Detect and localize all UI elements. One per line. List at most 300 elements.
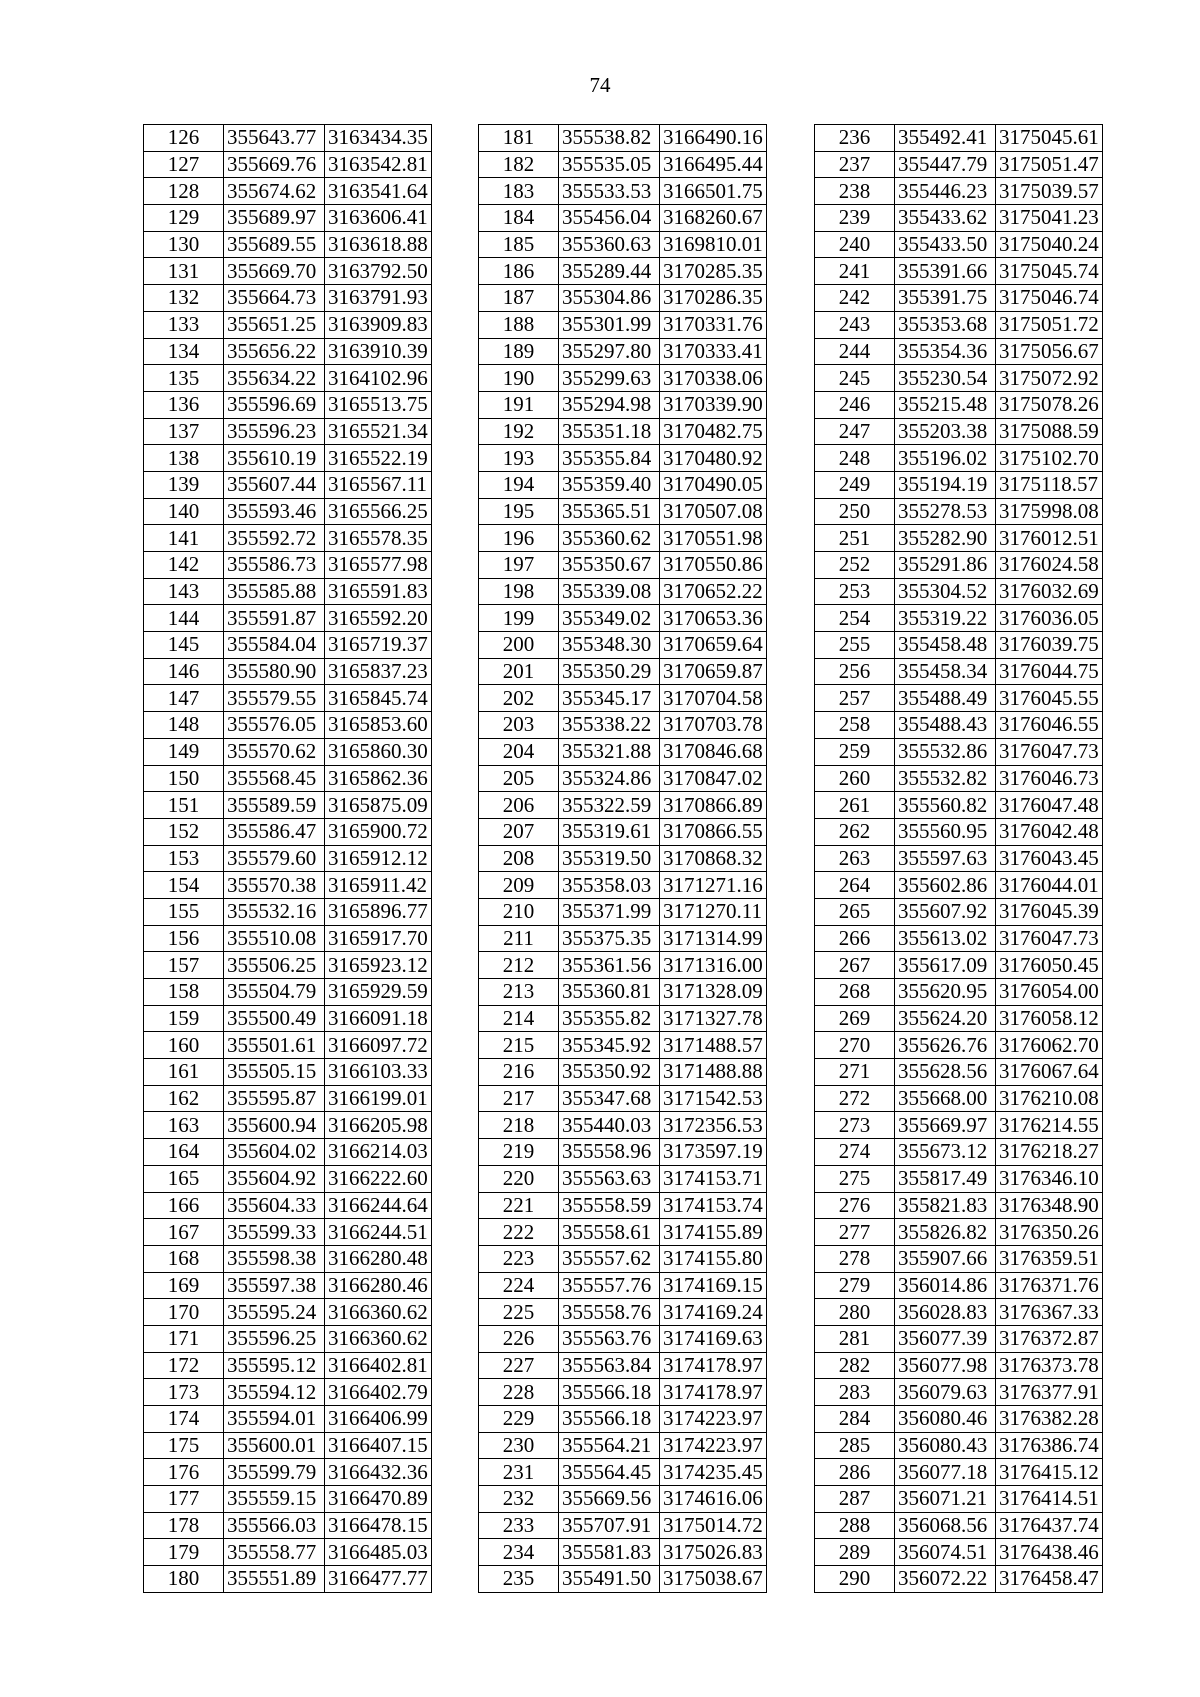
table-row: [144, 471, 432, 498]
y-coordinate-cell: 3176367.33: [996, 1299, 1103, 1326]
table-row: [479, 498, 767, 525]
x-coordinate-cell: 355535.05: [559, 151, 660, 178]
point-number-cell: 289: [815, 1539, 895, 1566]
point-number-cell: 204: [479, 738, 559, 765]
y-coordinate-cell: 3170703.78: [660, 712, 767, 739]
x-coordinate-cell: 356080.43: [895, 1432, 996, 1459]
table-row: [815, 1432, 1103, 1459]
y-coordinate-cell: 3170704.58: [660, 685, 767, 712]
point-number-cell: 222: [479, 1219, 559, 1246]
table-row: [479, 1432, 767, 1459]
y-coordinate-cell: 3166199.01: [325, 1085, 432, 1112]
table-row: [815, 1112, 1103, 1139]
x-coordinate-cell: 355564.45: [559, 1459, 660, 1486]
table-row: [144, 338, 432, 365]
x-coordinate-cell: 355297.80: [559, 338, 660, 365]
x-coordinate-cell: 355664.73: [224, 285, 325, 312]
x-coordinate-cell: 355194.19: [895, 471, 996, 498]
table-row: [479, 1165, 767, 1192]
point-number-cell: 159: [144, 1005, 224, 1032]
x-coordinate-cell: 355656.22: [224, 338, 325, 365]
x-coordinate-cell: 355458.48: [895, 632, 996, 659]
y-coordinate-cell: 3176050.45: [996, 952, 1103, 979]
x-coordinate-cell: 355651.25: [224, 311, 325, 338]
y-coordinate-cell: 3165591.83: [325, 578, 432, 605]
y-coordinate-cell: 3165862.36: [325, 765, 432, 792]
point-number-cell: 244: [815, 338, 895, 365]
x-coordinate-cell: 355610.19: [224, 445, 325, 472]
x-coordinate-cell: 355604.02: [224, 1139, 325, 1166]
y-coordinate-cell: 3170333.41: [660, 338, 767, 365]
x-coordinate-cell: 355580.90: [224, 658, 325, 685]
point-number-cell: 160: [144, 1032, 224, 1059]
table-row: [479, 1486, 767, 1513]
x-coordinate-cell: 356079.63: [895, 1379, 996, 1406]
y-coordinate-cell: 3176346.10: [996, 1165, 1103, 1192]
x-coordinate-cell: 355617.09: [895, 952, 996, 979]
x-coordinate-cell: 355593.46: [224, 498, 325, 525]
y-coordinate-cell: 3170659.87: [660, 658, 767, 685]
y-coordinate-cell: 3176067.64: [996, 1059, 1103, 1086]
x-coordinate-cell: 355707.91: [559, 1512, 660, 1539]
y-coordinate-cell: 3163542.81: [325, 151, 432, 178]
point-number-cell: 154: [144, 872, 224, 899]
y-coordinate-cell: 3176039.75: [996, 632, 1103, 659]
table-row: [815, 258, 1103, 285]
x-coordinate-cell: 355570.38: [224, 872, 325, 899]
table-row: [815, 1539, 1103, 1566]
point-number-cell: 161: [144, 1059, 224, 1086]
y-coordinate-cell: 3170652.22: [660, 578, 767, 605]
point-number-cell: 276: [815, 1192, 895, 1219]
y-coordinate-cell: 3176348.90: [996, 1192, 1103, 1219]
y-coordinate-cell: 3170490.05: [660, 471, 767, 498]
x-coordinate-cell: 355491.50: [559, 1566, 660, 1593]
page-number: 74: [589, 73, 611, 97]
y-coordinate-cell: 3166103.33: [325, 1059, 432, 1086]
y-coordinate-cell: 3163618.88: [325, 231, 432, 258]
x-coordinate-cell: 355643.77: [224, 125, 325, 152]
x-coordinate-cell: 355563.63: [559, 1165, 660, 1192]
y-coordinate-cell: 3176372.87: [996, 1325, 1103, 1352]
table-row: [144, 1005, 432, 1032]
x-coordinate-cell: 355826.82: [895, 1219, 996, 1246]
x-coordinate-cell: 355566.18: [559, 1379, 660, 1406]
table-row: [144, 1032, 432, 1059]
point-number-cell: 254: [815, 605, 895, 632]
y-coordinate-cell: 3166205.98: [325, 1112, 432, 1139]
table-row: [815, 525, 1103, 552]
table-row: [479, 1539, 767, 1566]
x-coordinate-cell: 355669.70: [224, 258, 325, 285]
x-coordinate-cell: 355620.95: [895, 979, 996, 1006]
point-number-cell: 179: [144, 1539, 224, 1566]
table-row: [815, 1299, 1103, 1326]
x-coordinate-cell: 355598.38: [224, 1245, 325, 1272]
x-coordinate-cell: 355278.53: [895, 498, 996, 525]
table-row: [815, 1059, 1103, 1086]
x-coordinate-cell: 355360.62: [559, 525, 660, 552]
point-number-cell: 180: [144, 1566, 224, 1593]
point-number-cell: 274: [815, 1139, 895, 1166]
y-coordinate-cell: 3165911.42: [325, 872, 432, 899]
x-coordinate-cell: 355324.86: [559, 765, 660, 792]
table-row: [144, 1406, 432, 1433]
y-coordinate-cell: 3176359.51: [996, 1245, 1103, 1272]
x-coordinate-cell: 355433.50: [895, 231, 996, 258]
y-coordinate-cell: 3176377.91: [996, 1379, 1103, 1406]
x-coordinate-cell: 356077.39: [895, 1325, 996, 1352]
x-coordinate-cell: 355602.86: [895, 872, 996, 899]
point-number-cell: 237: [815, 151, 895, 178]
x-coordinate-cell: 355557.62: [559, 1245, 660, 1272]
y-coordinate-cell: 3170482.75: [660, 418, 767, 445]
point-number-cell: 142: [144, 552, 224, 579]
point-number-cell: 126: [144, 125, 224, 152]
y-coordinate-cell: 3166402.79: [325, 1379, 432, 1406]
point-number-cell: 288: [815, 1512, 895, 1539]
point-number-cell: 215: [479, 1032, 559, 1059]
y-coordinate-cell: 3165513.75: [325, 391, 432, 418]
y-coordinate-cell: 3176458.47: [996, 1566, 1103, 1593]
x-coordinate-cell: 356014.86: [895, 1272, 996, 1299]
point-number-cell: 290: [815, 1566, 895, 1593]
table-row: [144, 845, 432, 872]
table-row: [815, 1139, 1103, 1166]
y-coordinate-cell: 3172356.53: [660, 1112, 767, 1139]
point-number-cell: 186: [479, 258, 559, 285]
table-row: [144, 1085, 432, 1112]
table-row: [144, 1272, 432, 1299]
x-coordinate-cell: 355559.15: [224, 1486, 325, 1513]
x-coordinate-cell: 355359.40: [559, 471, 660, 498]
x-coordinate-cell: 355600.94: [224, 1112, 325, 1139]
coordinate-table-1: [143, 124, 432, 1593]
y-coordinate-cell: 3171314.99: [660, 925, 767, 952]
point-number-cell: 268: [815, 979, 895, 1006]
point-number-cell: 225: [479, 1299, 559, 1326]
table-row: [144, 632, 432, 659]
y-coordinate-cell: 3165896.77: [325, 898, 432, 925]
table-row: [479, 258, 767, 285]
point-number-cell: 171: [144, 1325, 224, 1352]
point-number-cell: 198: [479, 578, 559, 605]
table-row: [815, 391, 1103, 418]
y-coordinate-cell: 3176036.05: [996, 605, 1103, 632]
table-row: [815, 1352, 1103, 1379]
point-number-cell: 273: [815, 1112, 895, 1139]
y-coordinate-cell: 3165917.70: [325, 925, 432, 952]
y-coordinate-cell: 3174169.24: [660, 1299, 767, 1326]
y-coordinate-cell: 3166244.64: [325, 1192, 432, 1219]
point-number-cell: 282: [815, 1352, 895, 1379]
table-row: [815, 1325, 1103, 1352]
y-coordinate-cell: 3166244.51: [325, 1219, 432, 1246]
table-row: [479, 1512, 767, 1539]
x-coordinate-cell: 355351.18: [559, 418, 660, 445]
coordinate-table-3: [814, 124, 1103, 1593]
point-number-cell: 181: [479, 125, 559, 152]
x-coordinate-cell: 355533.53: [559, 178, 660, 205]
table-row: [479, 1272, 767, 1299]
x-coordinate-cell: 355538.82: [559, 125, 660, 152]
x-coordinate-cell: 355584.04: [224, 632, 325, 659]
table-row: [144, 552, 432, 579]
x-coordinate-cell: 355456.04: [559, 205, 660, 232]
point-number-cell: 230: [479, 1432, 559, 1459]
point-number-cell: 166: [144, 1192, 224, 1219]
table-row: [815, 1245, 1103, 1272]
y-coordinate-cell: 3166432.36: [325, 1459, 432, 1486]
table-row: [144, 765, 432, 792]
x-coordinate-cell: 355360.63: [559, 231, 660, 258]
y-coordinate-cell: 3163792.50: [325, 258, 432, 285]
table-row: [815, 205, 1103, 232]
point-number-cell: 129: [144, 205, 224, 232]
point-number-cell: 130: [144, 231, 224, 258]
table-row: [144, 445, 432, 472]
y-coordinate-cell: 3176047.73: [996, 925, 1103, 952]
table-row: [479, 178, 767, 205]
table-row: [815, 498, 1103, 525]
x-coordinate-cell: 355689.55: [224, 231, 325, 258]
y-coordinate-cell: 3176024.58: [996, 552, 1103, 579]
y-coordinate-cell: 3174153.74: [660, 1192, 767, 1219]
table-row: [479, 1192, 767, 1219]
table-row: [479, 792, 767, 819]
point-number-cell: 234: [479, 1539, 559, 1566]
y-coordinate-cell: 3176386.74: [996, 1432, 1103, 1459]
x-coordinate-cell: 355634.22: [224, 365, 325, 392]
table-row: [479, 471, 767, 498]
table-row: [144, 1139, 432, 1166]
table-row: [815, 1566, 1103, 1593]
table-row: [815, 1272, 1103, 1299]
y-coordinate-cell: 3175014.72: [660, 1512, 767, 1539]
y-coordinate-cell: 3166402.81: [325, 1352, 432, 1379]
x-coordinate-cell: 355196.02: [895, 445, 996, 472]
x-coordinate-cell: 355289.44: [559, 258, 660, 285]
point-number-cell: 231: [479, 1459, 559, 1486]
y-coordinate-cell: 3166360.62: [325, 1325, 432, 1352]
x-coordinate-cell: 355592.72: [224, 525, 325, 552]
y-coordinate-cell: 3166490.16: [660, 125, 767, 152]
x-coordinate-cell: 355563.84: [559, 1352, 660, 1379]
y-coordinate-cell: 3170286.35: [660, 285, 767, 312]
point-number-cell: 227: [479, 1352, 559, 1379]
point-number-cell: 205: [479, 765, 559, 792]
y-coordinate-cell: 3174155.89: [660, 1219, 767, 1246]
table-row: [144, 1219, 432, 1246]
point-number-cell: 245: [815, 365, 895, 392]
table-row: [815, 1486, 1103, 1513]
table-row: [815, 1459, 1103, 1486]
table-row: [144, 418, 432, 445]
x-coordinate-cell: 355558.59: [559, 1192, 660, 1219]
table-row: [479, 1139, 767, 1166]
x-coordinate-cell: 355596.23: [224, 418, 325, 445]
table-row: [815, 792, 1103, 819]
point-number-cell: 256: [815, 658, 895, 685]
x-coordinate-cell: 355585.88: [224, 578, 325, 605]
y-coordinate-cell: 3166222.60: [325, 1165, 432, 1192]
x-coordinate-cell: 355907.66: [895, 1245, 996, 1272]
y-coordinate-cell: 3175056.67: [996, 338, 1103, 365]
point-number-cell: 178: [144, 1512, 224, 1539]
table-row: [144, 391, 432, 418]
table-row: [815, 471, 1103, 498]
x-coordinate-cell: 355566.18: [559, 1406, 660, 1433]
x-coordinate-cell: 355504.79: [224, 979, 325, 1006]
point-number-cell: 263: [815, 845, 895, 872]
point-number-cell: 158: [144, 979, 224, 1006]
table-row: [815, 632, 1103, 659]
x-coordinate-cell: 355624.20: [895, 1005, 996, 1032]
point-number-cell: 202: [479, 685, 559, 712]
table-row: [815, 1219, 1103, 1246]
point-number-cell: 140: [144, 498, 224, 525]
table-row: [144, 1486, 432, 1513]
x-coordinate-cell: 355365.51: [559, 498, 660, 525]
x-coordinate-cell: 356028.83: [895, 1299, 996, 1326]
point-number-cell: 285: [815, 1432, 895, 1459]
y-coordinate-cell: 3174155.80: [660, 1245, 767, 1272]
table-row: [144, 1352, 432, 1379]
y-coordinate-cell: 3176046.55: [996, 712, 1103, 739]
table-row: [479, 231, 767, 258]
point-number-cell: 153: [144, 845, 224, 872]
table-row: [479, 552, 767, 579]
point-number-cell: 134: [144, 338, 224, 365]
y-coordinate-cell: 3165900.72: [325, 818, 432, 845]
table-row: [144, 1245, 432, 1272]
point-number-cell: 128: [144, 178, 224, 205]
table-row: [144, 818, 432, 845]
x-coordinate-cell: 355597.63: [895, 845, 996, 872]
table-row: [144, 1299, 432, 1326]
point-number-cell: 280: [815, 1299, 895, 1326]
x-coordinate-cell: 355532.82: [895, 765, 996, 792]
table-row: [815, 285, 1103, 312]
table-row: [144, 125, 432, 152]
point-number-cell: 151: [144, 792, 224, 819]
x-coordinate-cell: 355319.50: [559, 845, 660, 872]
y-coordinate-cell: 3170866.55: [660, 818, 767, 845]
point-number-cell: 270: [815, 1032, 895, 1059]
point-number-cell: 127: [144, 151, 224, 178]
y-coordinate-cell: 3176032.69: [996, 578, 1103, 605]
table-row: [479, 338, 767, 365]
x-coordinate-cell: 355599.79: [224, 1459, 325, 1486]
point-number-cell: 286: [815, 1459, 895, 1486]
table-row: [144, 365, 432, 392]
point-number-cell: 259: [815, 738, 895, 765]
x-coordinate-cell: 355579.55: [224, 685, 325, 712]
x-coordinate-cell: 355558.96: [559, 1139, 660, 1166]
x-coordinate-cell: 355576.05: [224, 712, 325, 739]
point-number-cell: 224: [479, 1272, 559, 1299]
y-coordinate-cell: 3165923.12: [325, 952, 432, 979]
point-number-cell: 138: [144, 445, 224, 472]
table-row: [815, 1032, 1103, 1059]
x-coordinate-cell: 356071.21: [895, 1486, 996, 1513]
y-coordinate-cell: 3175072.92: [996, 365, 1103, 392]
point-number-cell: 203: [479, 712, 559, 739]
table-row: [479, 738, 767, 765]
point-number-cell: 155: [144, 898, 224, 925]
point-number-cell: 168: [144, 1245, 224, 1272]
y-coordinate-cell: 3171316.00: [660, 952, 767, 979]
x-coordinate-cell: 355501.61: [224, 1032, 325, 1059]
x-coordinate-cell: 355570.62: [224, 738, 325, 765]
point-number-cell: 164: [144, 1139, 224, 1166]
y-coordinate-cell: 3176042.48: [996, 818, 1103, 845]
y-coordinate-cell: 3174169.15: [660, 1272, 767, 1299]
point-number-cell: 177: [144, 1486, 224, 1513]
point-number-cell: 213: [479, 979, 559, 1006]
table-row: [144, 1512, 432, 1539]
point-number-cell: 183: [479, 178, 559, 205]
point-number-cell: 253: [815, 578, 895, 605]
y-coordinate-cell: 3176218.27: [996, 1139, 1103, 1166]
table-row: [479, 151, 767, 178]
table-row: [144, 1539, 432, 1566]
table-row: [815, 605, 1103, 632]
point-number-cell: 269: [815, 1005, 895, 1032]
y-coordinate-cell: 3171270.11: [660, 898, 767, 925]
point-number-cell: 131: [144, 258, 224, 285]
table-row: [479, 1379, 767, 1406]
x-coordinate-cell: 355596.25: [224, 1325, 325, 1352]
x-coordinate-cell: 355319.61: [559, 818, 660, 845]
point-number-cell: 157: [144, 952, 224, 979]
point-number-cell: 287: [815, 1486, 895, 1513]
point-number-cell: 242: [815, 285, 895, 312]
x-coordinate-cell: 355607.44: [224, 471, 325, 498]
x-coordinate-cell: 355321.88: [559, 738, 660, 765]
table-row: [479, 205, 767, 232]
x-coordinate-cell: 355355.82: [559, 1005, 660, 1032]
x-coordinate-cell: 355589.59: [224, 792, 325, 819]
point-number-cell: 182: [479, 151, 559, 178]
x-coordinate-cell: 356072.22: [895, 1566, 996, 1593]
point-number-cell: 246: [815, 391, 895, 418]
point-number-cell: 235: [479, 1566, 559, 1593]
table-row: [144, 952, 432, 979]
point-number-cell: 252: [815, 552, 895, 579]
table-row: [479, 765, 767, 792]
point-number-cell: 214: [479, 1005, 559, 1032]
y-coordinate-cell: 3171271.16: [660, 872, 767, 899]
point-number-cell: 218: [479, 1112, 559, 1139]
point-number-cell: 262: [815, 818, 895, 845]
table-row: [144, 1566, 432, 1593]
x-coordinate-cell: 355350.92: [559, 1059, 660, 1086]
point-number-cell: 141: [144, 525, 224, 552]
table-row: [815, 1192, 1103, 1219]
y-coordinate-cell: 3170659.64: [660, 632, 767, 659]
table-row: [144, 712, 432, 739]
x-coordinate-cell: 355488.43: [895, 712, 996, 739]
x-coordinate-cell: 355597.38: [224, 1272, 325, 1299]
y-coordinate-cell: 3176415.12: [996, 1459, 1103, 1486]
point-number-cell: 261: [815, 792, 895, 819]
table-row: [144, 792, 432, 819]
table-row: [815, 845, 1103, 872]
y-coordinate-cell: 3170846.68: [660, 738, 767, 765]
x-coordinate-cell: 355230.54: [895, 365, 996, 392]
table-row: [815, 925, 1103, 952]
